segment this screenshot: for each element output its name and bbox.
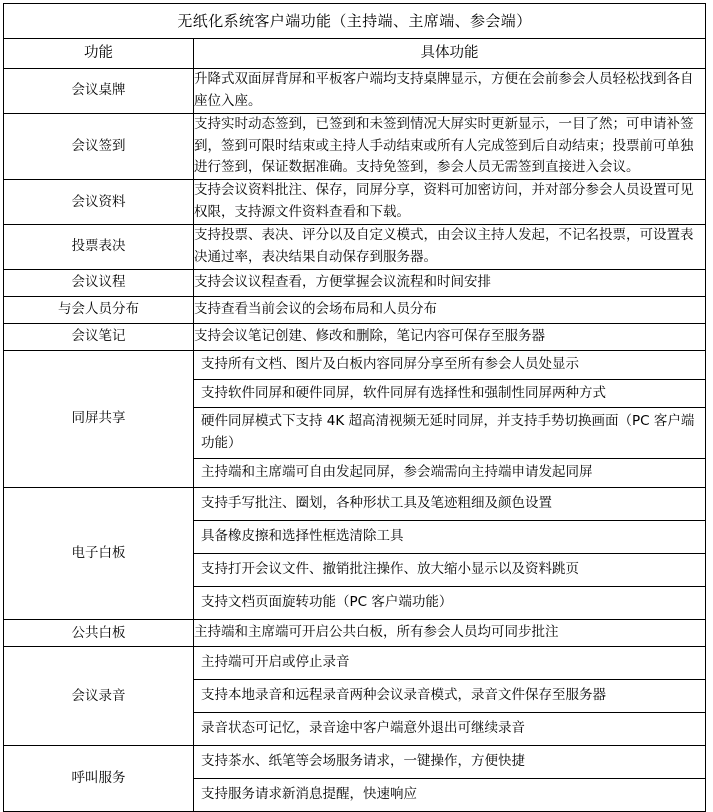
detail-subrow xyxy=(194,379,705,408)
function-detail-group xyxy=(194,488,706,620)
detail-subrow xyxy=(194,587,705,620)
function-detail: 支持服务请求新消息提醒，快速响应 xyxy=(201,786,417,803)
function-name: 会议签到 xyxy=(4,113,194,180)
function-detail: 主持端和主席端可开启公共白板，所有参会人员均可同步批注 xyxy=(194,620,706,647)
detail-subrow xyxy=(194,488,705,521)
function-detail: 主持端可开启或停止录音 xyxy=(194,647,705,680)
detail-subrow xyxy=(194,746,705,779)
table-header-row xyxy=(4,39,706,69)
function-name: 公共白板 xyxy=(4,620,194,647)
function-name: 呼叫服务 xyxy=(4,746,194,812)
function-name: 会议议程 xyxy=(4,269,194,296)
function-name: 同屏共享 xyxy=(4,350,194,487)
function-detail: 支持投票、表决、评分以及自定义模式，由会议主持人发起，不记名投票，可设置表决通过率，表决结果自动保存到服务器。 xyxy=(194,225,706,270)
detail-subrow xyxy=(194,408,705,459)
function-detail: 主持端和主席端可自由发起同屏，参会端需向主持端申请发起同屏 xyxy=(201,464,593,481)
detail-subtable xyxy=(194,351,705,487)
detail-subrow xyxy=(194,351,705,379)
function-detail: 支持本地录音和远程录音两种会议录音模式，录音文件保存至服务器 xyxy=(194,680,705,713)
function-detail: 支持查看当前会议的会场布局和人员分布 xyxy=(194,296,706,323)
function-detail-group xyxy=(194,746,706,812)
function-detail: 支持会议笔记创建、修改和删除，笔记内容可保存至服务器 xyxy=(194,323,706,350)
function-detail: 支持茶水、纸笔等会场服务请求，一键操作，方便快捷 xyxy=(194,746,705,779)
table-row xyxy=(4,69,706,114)
detail-subrow xyxy=(194,554,705,587)
detail-subrow xyxy=(194,647,705,680)
table-row xyxy=(4,647,706,746)
table-row xyxy=(4,113,706,180)
table-row xyxy=(4,350,706,487)
detail-subrow xyxy=(194,713,705,746)
function-detail: 支持实时动态签到，已签到和未签到情况大屏实时更新显示，一目了然；可申请补签到，签到可限时结束或主持人手动结束或所有人完成签到后自动结束；投票前可单独进行签到，保证数据准确。支持免签到，参会人员无需签到直接进入会议。 xyxy=(194,113,706,180)
function-detail: 支持会议议程查看，方便掌握会议流程和时间安排 xyxy=(194,269,706,296)
table-row xyxy=(4,488,706,620)
table-row xyxy=(4,269,706,296)
function-detail: 支持手写批注、圈划，各种形状工具及笔迹粗细及颜色设置 xyxy=(194,488,705,521)
function-name: 会议笔记 xyxy=(4,323,194,350)
column-header-function: 功能 xyxy=(4,39,194,69)
function-name: 会议资料 xyxy=(4,180,194,225)
function-name: 会议录音 xyxy=(4,647,194,746)
function-detail: 具备橡皮擦和选择性框选清除工具 xyxy=(194,521,705,554)
function-detail: 支持文档页面旋转功能（PC 客户端功能） xyxy=(201,594,453,611)
function-detail-group xyxy=(194,350,706,487)
detail-subrow xyxy=(194,680,705,713)
function-detail: 录音状态可记忆，录音途中客户端意外退出可继续录音 xyxy=(201,720,525,737)
table-row xyxy=(4,323,706,350)
table-row xyxy=(4,180,706,225)
detail-subrow xyxy=(194,779,705,812)
column-header-detail: 具体功能 xyxy=(194,39,706,69)
table-row xyxy=(4,746,706,812)
function-detail: 支持软件同屏和硬件同屏，软件同屏有选择性和强制性同屏两种方式 xyxy=(194,379,705,408)
table-title-row xyxy=(4,4,706,39)
function-name: 投票表决 xyxy=(4,225,194,270)
function-name: 与会人员分布 xyxy=(4,296,194,323)
function-detail-group xyxy=(194,647,706,746)
table-row xyxy=(4,225,706,270)
function-detail: 支持会议资料批注、保存，同屏分享，资料可加密访问，并对部分参会人员设置可见权限，支持源文件资料查看和下载。 xyxy=(194,180,706,225)
detail-subtable xyxy=(194,746,705,811)
function-name: 会议桌牌 xyxy=(4,69,194,114)
detail-subtable xyxy=(194,488,705,619)
detail-subtable xyxy=(194,647,705,745)
function-detail: 硬件同屏模式下支持 4K 超高清视频无延时同屏，并支持手势切换画面（PC 客户端功能） xyxy=(194,408,705,459)
detail-subrow xyxy=(194,521,705,554)
table-row xyxy=(4,296,706,323)
function-name: 电子白板 xyxy=(4,488,194,620)
page-title: 无纸化系统客户端功能（主持端、主席端、参会端） xyxy=(4,4,706,39)
table-row xyxy=(4,620,706,647)
function-detail: 支持打开会议文件、撤销批注操作、放大缩小显示以及资料跳页 xyxy=(194,554,705,587)
function-detail: 升降式双面屏背屏和平板客户端均支持桌牌显示，方便在会前参会人员轻松找到各自座位入座。 xyxy=(194,69,706,114)
detail-subrow xyxy=(194,459,705,487)
client-function-table xyxy=(3,3,706,812)
function-detail: 支持所有文档、图片及白板内容同屏分享至所有参会人员处显示 xyxy=(194,351,705,379)
